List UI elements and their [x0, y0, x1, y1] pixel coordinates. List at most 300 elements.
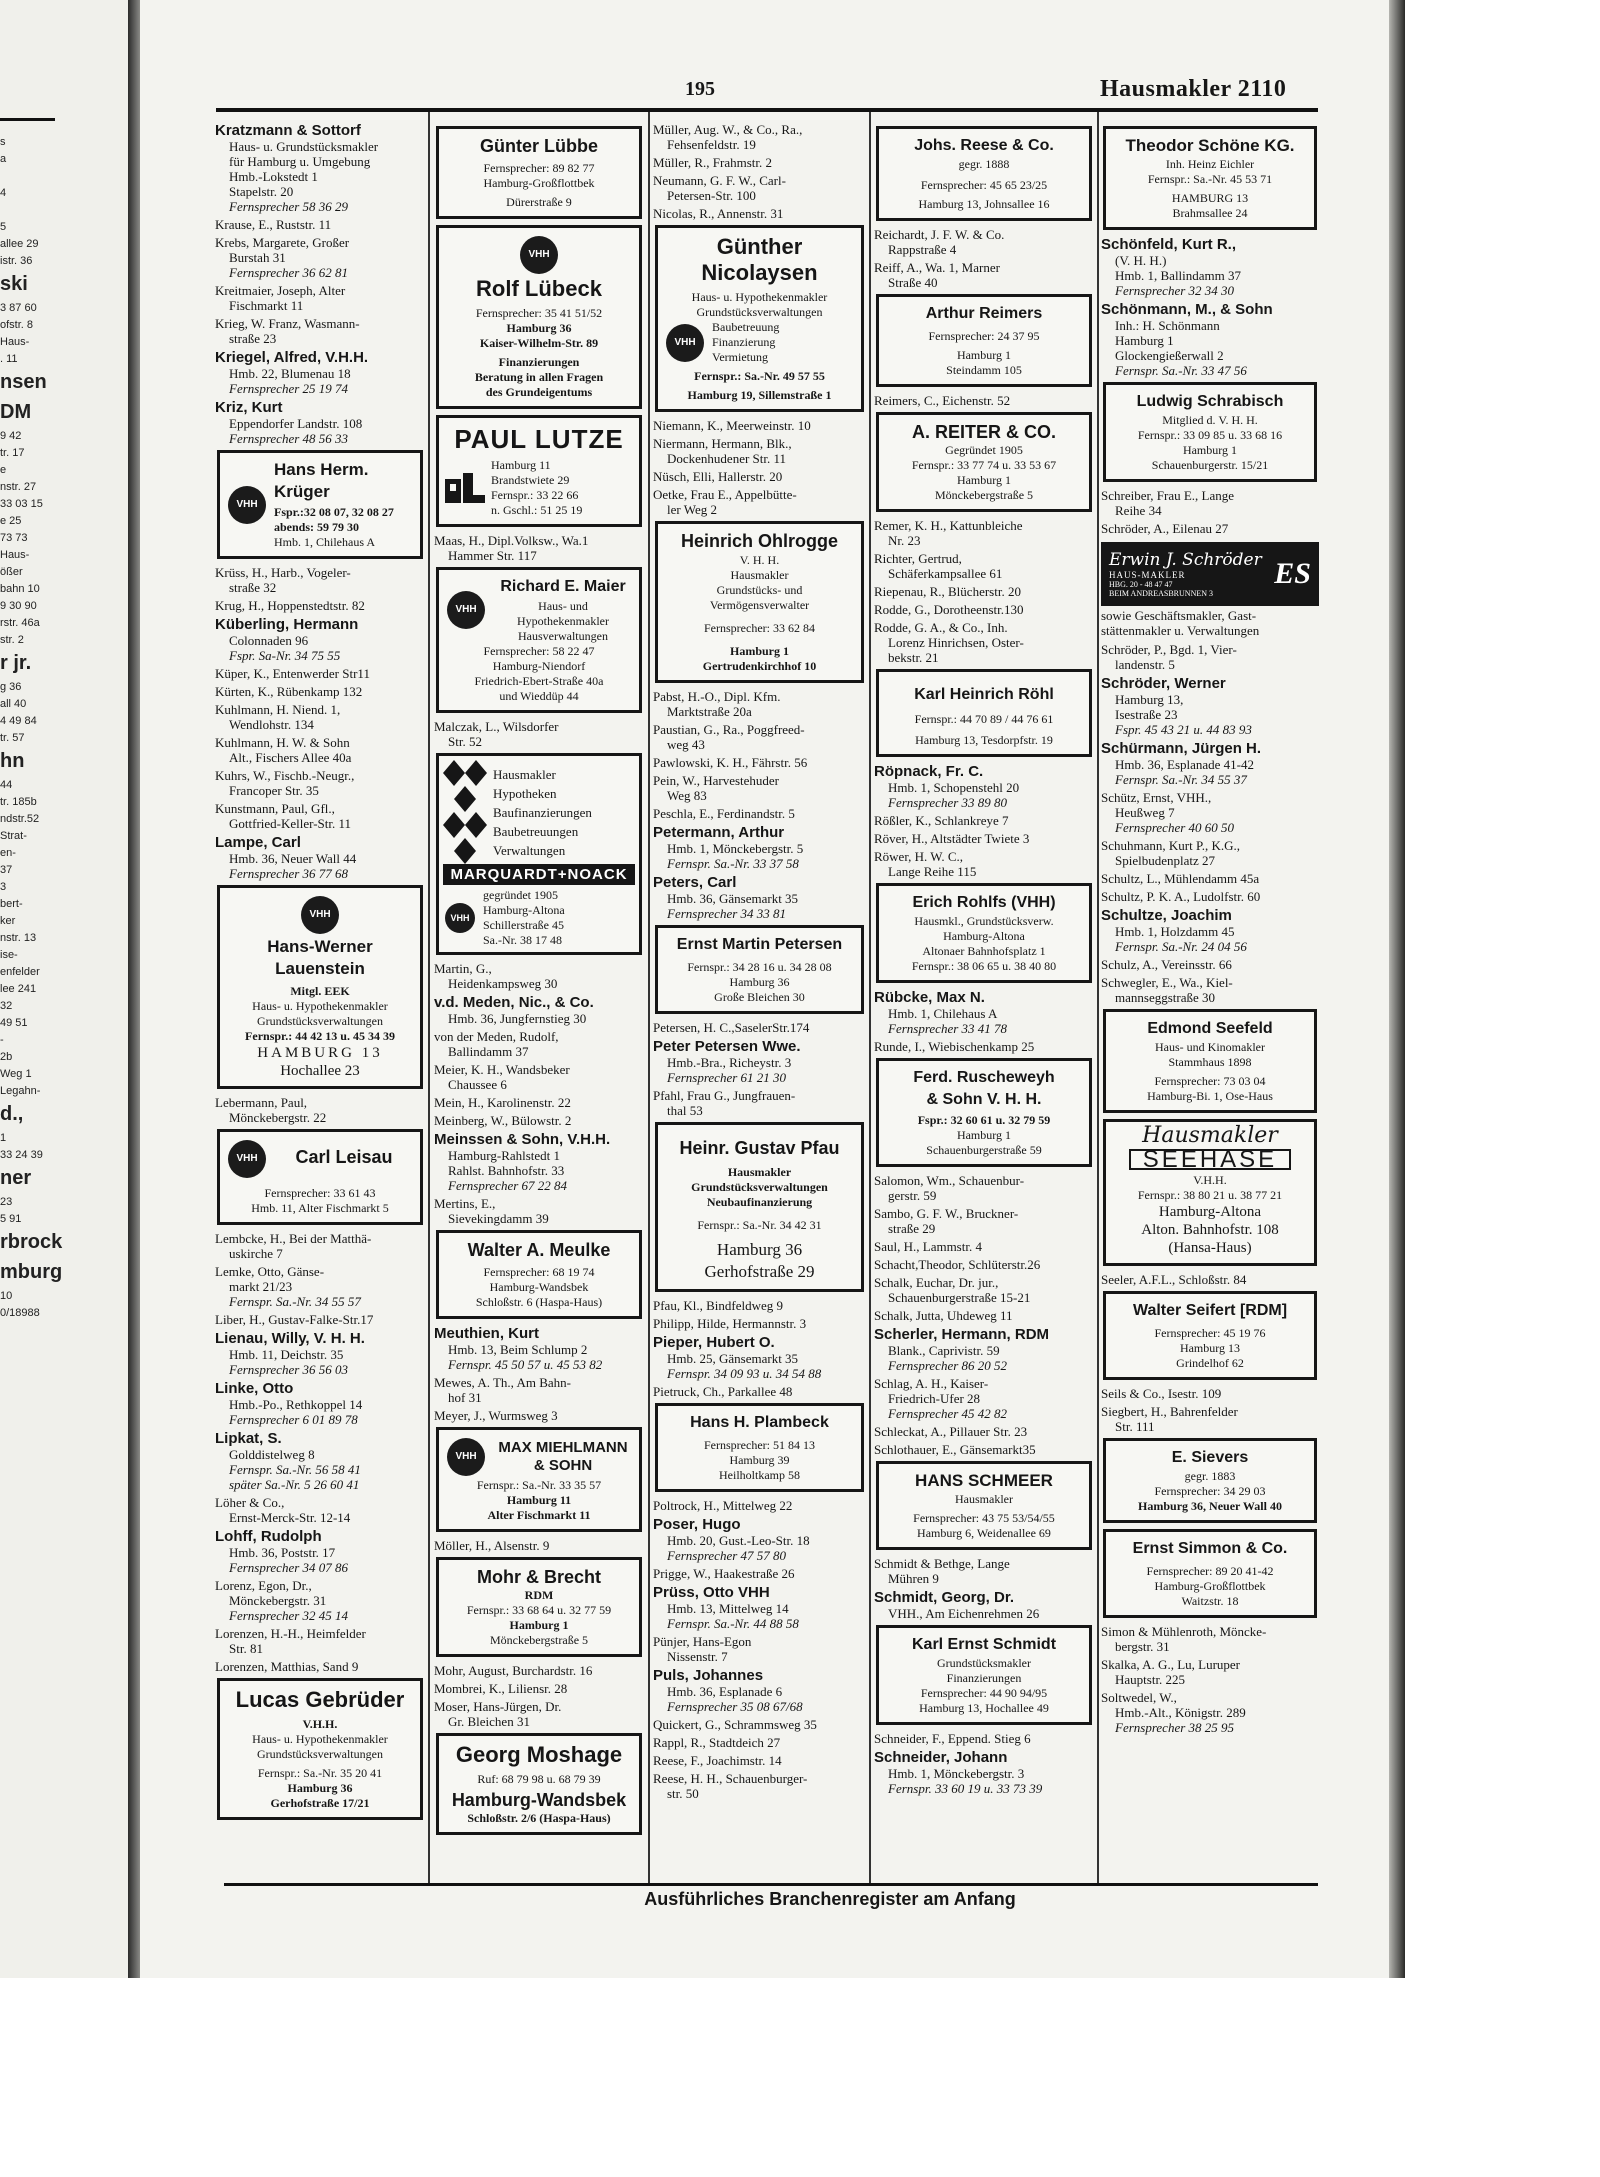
- entry-line: Hmb. 25, Gänsemarkt 35: [667, 1351, 799, 1366]
- entry-line: Marktstraße 20a: [667, 704, 752, 719]
- directory-entry: [653, 469, 866, 484]
- ad-name: Johs. Reese & Co.: [914, 137, 1054, 154]
- entry-name: Lienau, Willy, V. H. H.: [215, 1330, 365, 1347]
- entry-line: Pabst, H.-O., Dipl. Kfm.: [653, 689, 781, 704]
- entry-list: [1101, 1624, 1319, 1735]
- entry-name: Lipkat, S.: [215, 1430, 282, 1447]
- directory-entry: [1101, 1386, 1319, 1401]
- ad-signature: Erwin J. Schröder: [1109, 550, 1262, 570]
- vhh-emblem-icon: VHH: [228, 486, 266, 524]
- entry-line: Mertins, E.,: [434, 1196, 496, 1211]
- ad-street: Brandstwiete 29: [491, 473, 570, 487]
- entry-line: Fernsprecher 36 62 81: [229, 265, 349, 280]
- directory-entry: [434, 994, 644, 1026]
- entry-name: Prüss, Otto VHH: [653, 1584, 770, 1601]
- entry-line: Philipp, Hilde, Hermannstr. 3: [653, 1316, 807, 1331]
- ad-phone: Sa.-Nr. 38 17 48: [483, 933, 562, 947]
- entry-line: Reese, F., Joachimstr. 14: [653, 1753, 782, 1768]
- ad-phone: Fernsprecher: 45 19 76: [1154, 1326, 1266, 1340]
- entry-line: Reihe 34: [1115, 503, 1162, 518]
- entry-line: Gottfried-Keller-Str. 11: [229, 816, 352, 831]
- directory-entry: [434, 1408, 644, 1423]
- ad-city: Hamburg 1: [956, 348, 1012, 362]
- entry-name: Kriz, Kurt: [215, 399, 283, 416]
- entry-line: Mein, H., Karolinenstr. 22: [434, 1095, 571, 1110]
- previous-page-fragment: 73 73: [0, 532, 28, 544]
- ad-city: HAMBURG 13: [1171, 191, 1249, 205]
- directory-entry: [874, 602, 1094, 617]
- column-divider: [869, 112, 871, 1883]
- entry-line: Inh.: H. Schönmann: [1115, 318, 1220, 333]
- entry-list: [1101, 236, 1319, 378]
- entry-line: Schuhmann, Kurt P., K.G.,: [1101, 838, 1241, 853]
- directory-entry: [215, 1380, 425, 1427]
- entry-line: später Sa.-Nr. 5 26 60 41: [229, 1477, 360, 1492]
- previous-page-fragment: tr. 17: [0, 447, 25, 459]
- ad-name: Hans H. Plambeck: [690, 1414, 829, 1431]
- entry-list: [215, 1095, 425, 1125]
- entry-line: Wendlohstr. 134: [229, 717, 314, 732]
- ad-phone: Fernsprecher: 44 90 94/95: [920, 1686, 1048, 1700]
- entry-line: Mönckebergstr. 31: [229, 1593, 327, 1608]
- ad-street: Brahmsallee 24: [1172, 206, 1248, 220]
- footer-note: Ausführliches Branchenregister am Anfang: [644, 1889, 1016, 1909]
- directory-entry: [215, 666, 425, 681]
- ad-service: Finanzierung: [712, 335, 776, 349]
- directory-entry: [1101, 642, 1319, 672]
- entry-line: Reiff, A., Wa. 1, Marner: [874, 260, 1000, 275]
- entry-line: Hmb.-Alt., Königstr. 289: [1115, 1705, 1246, 1720]
- previous-page-fragment: 4 49 84: [0, 715, 37, 727]
- previous-page-fragment: s: [0, 136, 6, 148]
- ad-phone: Fernspr.: 38 06 65 u. 38 40 80: [911, 959, 1057, 973]
- previous-page-fragment: mburg: [0, 1261, 63, 1283]
- entry-line: Fernspr. 34 09 93 u. 34 54 88: [667, 1366, 822, 1381]
- entry-name: Pieper, Hubert O.: [653, 1334, 775, 1351]
- directory-entry: [1101, 907, 1319, 954]
- directory-entry: [653, 755, 866, 770]
- ad-name-2: & SOHN: [533, 1457, 593, 1474]
- ad-line: Haus- und: [538, 599, 588, 613]
- entry-line: Str. 52: [448, 734, 482, 749]
- ad-sub: Mitglied d. V. H. H.: [1162, 413, 1258, 427]
- entry-line: gerstr. 59: [888, 1188, 937, 1203]
- entry-line: Neumann, G. F. W., Carl-: [653, 173, 786, 188]
- ad-schmeer: [876, 1461, 1092, 1550]
- entry-line: Fernspr. Sa.-Nr. 56 58 41: [229, 1462, 361, 1477]
- directory-entry: [874, 813, 1094, 828]
- entry-line: bergstr. 31: [1115, 1639, 1170, 1654]
- directory-entry: [653, 1316, 866, 1331]
- directory-entry: [1101, 1690, 1319, 1735]
- directory-entry: [215, 316, 425, 346]
- entry-line: Hmb.-Lokstedt 1: [229, 169, 318, 184]
- ad-name: Mohr & Brecht: [476, 1567, 601, 1587]
- ad-address: Hamburg 19, Sillemstraße 1: [687, 388, 832, 402]
- entry-line: Niemann, K., Meerweinstr. 10: [653, 418, 811, 433]
- entry-list: [653, 418, 866, 517]
- entry-line: Rappl, R., Stadtdeich 27: [653, 1735, 781, 1750]
- previous-page-fragment: d.,: [0, 1103, 24, 1125]
- entry-line: Malczak, L., Wilsdorfer: [434, 719, 559, 734]
- entry-line: Fernsprecher 45 42 82: [888, 1406, 1008, 1421]
- ad-address: Hmb. 1, Chilehaus A: [274, 535, 375, 549]
- entry-list: [874, 989, 1094, 1054]
- entry-list: [653, 1020, 866, 1118]
- ad-name: A. REITER & CO.: [911, 422, 1056, 442]
- entry-line: Hmb. 22, Blumenau 18: [229, 366, 351, 381]
- directory-entry: [653, 1667, 866, 1714]
- vhh-emblem-icon: VHH: [445, 903, 475, 933]
- entry-name: Kratzmann & Sottorf: [215, 122, 361, 139]
- entry-line: Lorenzen, H.-H., Heimfelder: [215, 1626, 366, 1641]
- entry-line: Golddistelweg 8: [229, 1447, 315, 1462]
- directory-entry: [215, 1626, 425, 1656]
- ad-street: Altonaer Bahnhofsplatz 1: [922, 944, 1046, 958]
- ad-pfau: [655, 1122, 864, 1292]
- entry-line: Fernspr. Sa.-Nr. 34 55 37: [1115, 772, 1247, 787]
- entry-line: Fernsprecher 34 07 86: [229, 1560, 349, 1575]
- ad-phone: Fernsprecher: 89 82 77: [483, 161, 595, 175]
- directory-entry: [874, 1308, 1094, 1323]
- directory-entry: [215, 1495, 425, 1525]
- entry-line: Francoper Str. 35: [229, 783, 319, 798]
- entry-name: Meinssen & Sohn, V.H.H.: [434, 1131, 611, 1148]
- entry-line: Ballindamm 37: [448, 1044, 529, 1059]
- directory-entry: [653, 1038, 866, 1085]
- entry-line: Schlag, A. H., Kaiser-: [874, 1376, 989, 1391]
- directory-entry: [874, 227, 1094, 257]
- entry-line: Kunstmann, Paul, Gfl.,: [215, 801, 335, 816]
- directory-entry: [1101, 675, 1319, 737]
- ad-lucas: [217, 1678, 423, 1820]
- ad-address: Hamburg 13, Johnsallee 16: [918, 197, 1050, 211]
- entry-list: [1101, 488, 1319, 536]
- entry-line: Weg 83: [667, 788, 707, 803]
- column-3: [653, 122, 866, 1804]
- entry-line: Krieg, W. Franz, Wasmann-: [215, 316, 360, 331]
- entry-line: Hmb. 20, Gust.-Leo-Str. 18: [667, 1533, 810, 1548]
- directory-entry: [653, 1717, 866, 1732]
- directory-entry: [1101, 1404, 1319, 1434]
- ad-city: Hamburg-Altona: [483, 903, 565, 917]
- previous-page-fragment: 33 24 39: [0, 1149, 43, 1161]
- ad-city: Hamburg-Wandsbek: [489, 1280, 589, 1294]
- entry-line: Reimers, C., Eichenstr. 52: [874, 393, 1011, 408]
- ad-mohr-brecht: [436, 1557, 642, 1657]
- ad-name: Edmond Seefeld: [1147, 1020, 1273, 1037]
- directory-entry: [215, 122, 425, 214]
- ad-city: Hamburg-Großflottbek: [1154, 1579, 1266, 1593]
- ad-line: Neubaufinanzierung: [706, 1195, 813, 1209]
- entry-name: Schönmann, M., & Sohn: [1101, 301, 1273, 318]
- entry-line: Riepenau, R., Blücherstr. 20: [874, 584, 1021, 599]
- ad-phone: Fernspr.: 33 68 64 u. 32 77 59: [466, 1603, 612, 1617]
- entry-name: Schneider, Johann: [874, 1749, 1008, 1766]
- entry-line: Kreitmaier, Joseph, Alter: [215, 283, 346, 298]
- previous-page-fragment: ner: [0, 1167, 32, 1189]
- previous-page-fragment: a: [0, 153, 7, 165]
- ad-line: Grundstücksverwaltungen: [257, 1014, 383, 1028]
- ad-miehlmann: [436, 1427, 642, 1532]
- entry-line: (V. H. H.): [1115, 253, 1167, 268]
- column-2: [434, 122, 644, 1841]
- ad-evening-phone: abends: 59 79 30: [274, 520, 360, 534]
- entry-line: Mönckebergstr. 22: [229, 1110, 327, 1125]
- entry-line: Schreiber, Frau E., Lange: [1101, 488, 1235, 503]
- ad-reimers: [876, 294, 1092, 387]
- entry-line: Kuhlmann, H. Niend. 1,: [215, 702, 341, 717]
- entry-line: Prigge, W., Haakestraße 26: [653, 1566, 795, 1581]
- ad-name: Theodor Schöne KG.: [1125, 136, 1295, 155]
- entry-list: [874, 1731, 1094, 1796]
- entry-line: Hamburg-Rahlstedt 1: [448, 1148, 561, 1163]
- entry-name: Kriegel, Alfred, V.H.H.: [215, 349, 369, 366]
- entry-line: Krüss, H., Harb., Vogeler-: [215, 565, 351, 580]
- ad-name: Günther Nicolaysen: [701, 234, 818, 285]
- entry-line: uskirche 7: [229, 1246, 283, 1261]
- directory-entry: [1101, 301, 1319, 378]
- entry-list: [874, 518, 1094, 665]
- ad-schrabisch: [1103, 382, 1317, 482]
- ad-street: Alton. Bahnhofstr. 108: [1141, 1222, 1279, 1238]
- entry-line: Ernst-Merck-Str. 12-14: [229, 1510, 351, 1525]
- directory-entry: [215, 702, 425, 732]
- ad-city: Hamburg 39: [729, 1453, 790, 1467]
- directory-entry: [434, 1196, 644, 1226]
- ad-street: Große Bleichen 30: [714, 990, 805, 1004]
- entry-line: für Hamburg u. Umgebung: [229, 154, 371, 169]
- entry-line: Schulz, A., Vereinsstr. 66: [1101, 957, 1232, 972]
- directory-entry: [1101, 1272, 1319, 1287]
- vhh-emblem-icon: VHH: [447, 1438, 485, 1476]
- entry-line: Saul, H., Lammstr. 4: [874, 1239, 982, 1254]
- ad-street: Hochallee 23: [280, 1063, 360, 1079]
- previous-page-fragment: Haus-: [0, 336, 30, 348]
- previous-page-fragment: en-: [0, 847, 16, 859]
- ad-name: Ernst Martin Petersen: [676, 936, 843, 953]
- ad-street: Friedrich-Ebert-Straße 40a: [474, 674, 604, 688]
- entry-line: Löher & Co.,: [215, 1495, 285, 1510]
- entry-line: Liber, H., Gustav-Falke-Str.17: [215, 1312, 374, 1327]
- ad-phone: Fernsprecher: 33 62 84: [704, 621, 815, 635]
- ad-simmon: [1103, 1529, 1317, 1618]
- directory-entry: [874, 1239, 1094, 1254]
- ad-line: Hausmakler: [727, 1165, 792, 1179]
- ad-founded: Gegründet 1905: [945, 443, 1023, 457]
- entry-line: Fernspr. Sa.-Nr. 33 37 58: [667, 856, 799, 871]
- entry-line: Hmb. 36, Jungfernstieg 30: [448, 1011, 587, 1026]
- ad-city: Hamburg 1: [956, 1128, 1012, 1142]
- ad-member: Mitgl. EEK: [290, 984, 350, 998]
- entry-line: Rößler, K., Schlankreye 7: [874, 813, 1009, 828]
- previous-page-fragment: 32: [0, 1000, 13, 1012]
- entry-line: Salomon, Wm., Schauenbur-: [874, 1173, 1025, 1188]
- entry-line: Heußweg 7: [1115, 805, 1175, 820]
- entry-line: Hamburg 13,: [1115, 692, 1184, 707]
- ad-phone: Fernsprecher: 35 41 51/52: [475, 306, 603, 320]
- directory-entry: [874, 1556, 1094, 1586]
- entry-list: [653, 122, 866, 221]
- directory-entry: [215, 565, 425, 595]
- entry-line: Rappstraße 4: [888, 242, 957, 257]
- directory-entry: [215, 1528, 425, 1575]
- previous-page-fragment: 5: [0, 221, 7, 233]
- ad-name: SEEHASE: [1129, 1149, 1291, 1170]
- entry-name: Lohff, Rudolph: [215, 1528, 322, 1545]
- vhh-emblem-icon: VHH: [666, 324, 704, 362]
- entry-name: Linke, Otto: [215, 1380, 294, 1397]
- ad-line: Hypothekenmakler: [517, 614, 609, 628]
- directory-entry: [215, 1659, 425, 1674]
- ad-street: Gerhofstraße 17/21: [270, 1796, 370, 1810]
- entry-line: Möller, H., Alsenstr. 9: [434, 1538, 550, 1553]
- directory-entry: [874, 1326, 1094, 1373]
- entry-line: Hmb. 1, Chilehaus A: [888, 1006, 998, 1021]
- entry-name: Rübcke, Max N.: [874, 989, 985, 1006]
- entry-line: Sambo, G. F. W., Bruckner-: [874, 1206, 1019, 1221]
- entry-name: Röpnack, Fr. C.: [874, 763, 984, 780]
- previous-page-fragment: ski: [0, 273, 28, 295]
- entry-list: [434, 533, 644, 563]
- entry-list: [434, 1663, 644, 1729]
- page-edge-shadow: [1389, 0, 1405, 1978]
- previous-page-fragment: enfelder: [0, 966, 40, 978]
- ad-street: Gertrudenkirchhof 10: [702, 659, 817, 673]
- directory-entry: [653, 874, 866, 921]
- directory-entry: [215, 1312, 425, 1327]
- ad-phone: Ruf: 68 79 98 u. 68 79 39: [477, 1772, 601, 1786]
- ad-line: Grundstücksmakler: [937, 1656, 1031, 1670]
- ad-sub: V.H.H.: [1193, 1173, 1227, 1187]
- entry-line: Moser, Hans-Jürgen, Dr.: [434, 1699, 562, 1714]
- directory-entry: [434, 1062, 644, 1092]
- entry-list: [874, 1556, 1094, 1621]
- es-monogram-icon: ES: [1274, 557, 1311, 590]
- directory-entry: [215, 684, 425, 699]
- directory-entry: [653, 1498, 866, 1513]
- entry-name: Scherler, Hermann, RDM: [874, 1326, 1050, 1343]
- entry-line: Hmb. 11, Deichstr. 35: [229, 1347, 344, 1362]
- previous-page-fragment: 33 03 15: [0, 498, 43, 510]
- directory-entry: [874, 1424, 1094, 1439]
- ad-phone: Fernspr.: 38 80 21 u. 38 77 21: [1137, 1188, 1283, 1202]
- entry-line: Mewes, A. Th., Am Bahn-: [434, 1375, 571, 1390]
- ad-phone: Fernsprecher: 73 03 04: [1154, 1074, 1266, 1088]
- entry-line: Fernsprecher 86 20 52: [888, 1358, 1008, 1373]
- entry-line: Stapelstr. 20: [229, 184, 294, 199]
- previous-page-fragment: nstr. 27: [0, 481, 37, 493]
- entry-line: Seeler, A.F.L., Schloßstr. 84: [1101, 1272, 1247, 1287]
- entry-line: Fernsprecher 36 56 03: [229, 1362, 349, 1377]
- ad-name: Hans Herm. Krüger: [274, 460, 369, 501]
- directory-entry: [1101, 871, 1319, 886]
- directory-entry: [653, 1088, 866, 1118]
- entry-line: Rodde, G. A., & Co., Inh.: [874, 620, 1008, 635]
- entry-line: Heidenkampsweg 30: [448, 976, 558, 991]
- ad-name: PAUL LUTZE: [454, 424, 624, 454]
- entry-line: Schleckat, A., Pillauer Str. 23: [874, 1424, 1028, 1439]
- ad-phone: Fernspr.: Sa.-Nr. 49 57 55: [694, 369, 825, 383]
- entry-name: Küberling, Hermann: [215, 616, 359, 633]
- ad-script-logo: Hausmakler: [1142, 1123, 1278, 1148]
- column-4: [874, 122, 1094, 1799]
- ad-city: Hamburg 13: [1179, 1341, 1241, 1355]
- entry-list: [874, 763, 1094, 879]
- entry-list: [434, 719, 644, 749]
- entry-line: Kuhrs, W., Fischb.-Neugr.,: [215, 768, 355, 783]
- directory-entry: [215, 735, 425, 765]
- ad-roehl: [876, 669, 1092, 757]
- previous-page-fragment: tr. 57: [0, 732, 25, 744]
- directory-entry: [653, 418, 866, 433]
- entry-line: Reichardt, J. F. W. & Co.: [874, 227, 1005, 242]
- directory-entry: [874, 260, 1094, 290]
- ad-line: Stammhaus 1898: [1168, 1055, 1252, 1069]
- ad-band-line: HBG. 20 - 48 47 47: [1109, 580, 1173, 589]
- entry-line: Hmb. 1, Mönckebergstr. 3: [888, 1766, 1025, 1781]
- ad-city: Hamburg 11: [491, 458, 551, 472]
- entry-name: v.d. Meden, Nic., & Co.: [434, 994, 594, 1011]
- entry-line: Schalk, Euchar, Dr. jur.,: [874, 1275, 999, 1290]
- ad-leisau: [217, 1129, 423, 1225]
- ad-name: HANS SCHMEER: [915, 1471, 1053, 1490]
- directory-entry: [874, 584, 1094, 599]
- entry-line: Fernsprecher 6 01 89 78: [229, 1412, 358, 1427]
- entry-line: Hmb. 36, Esplanade 6: [667, 1684, 783, 1699]
- directory-entry: [874, 1257, 1094, 1272]
- directory-entry: [434, 1663, 644, 1678]
- entry-line: Nr. 23: [888, 533, 921, 548]
- entry-line: Gr. Bleichen 31: [448, 1714, 530, 1729]
- entry-name: Meuthien, Kurt: [434, 1325, 539, 1342]
- entry-line: Schröder, P., Bgd. 1, Vier-: [1101, 642, 1237, 657]
- ad-city: Hamburg 36: [729, 975, 790, 989]
- directory-entry: [653, 1634, 866, 1664]
- ad-phone: Fernsprecher: 89 20 41-42: [1146, 1564, 1274, 1578]
- directory-entry: [653, 1334, 866, 1381]
- ad-phone: Fernsprecher: 43 75 53/54/55: [913, 1511, 1055, 1525]
- ad-schmidt: [876, 1625, 1092, 1725]
- ad-service: Verwaltungen: [493, 842, 566, 858]
- ad-band-line: BEIM ANDREASBRUNNEN 3: [1109, 589, 1214, 598]
- entry-list: [874, 1173, 1094, 1457]
- ad-phone: Fernspr.: 33 22 66: [491, 488, 579, 502]
- ad-name: MARQUARDT+NOACK: [443, 864, 635, 885]
- ad-line: Hausverwaltungen: [518, 629, 608, 643]
- ad-city: Hamburg-Niendorf: [492, 659, 586, 673]
- entry-name: Poser, Hugo: [653, 1516, 741, 1533]
- entry-line: Hmb. 1, Holzdamm 45: [1115, 924, 1235, 939]
- entry-line: Fernsprecher 25 19 74: [229, 381, 349, 396]
- entry-line: Nüsch, Elli, Hallerstr. 20: [653, 469, 783, 484]
- entry-line: Blank., Caprivistr. 59: [888, 1343, 1000, 1358]
- directory-entry: [215, 283, 425, 313]
- ad-line: Haus- u. Hypothekenmakler: [691, 290, 828, 304]
- entry-list: [215, 122, 425, 446]
- ad-address: Hamburg 13, Tesdorpfstr. 19: [915, 733, 1053, 747]
- entry-line: Schacht,Theodor, Schlüterstr.26: [874, 1257, 1041, 1272]
- vhh-emblem-icon: VHH: [520, 236, 558, 274]
- ad-seifert: [1103, 1291, 1317, 1380]
- entry-line: hof 31: [448, 1390, 482, 1405]
- entry-line: Fernspr. Sa.-Nr. 33 47 56: [1115, 363, 1247, 378]
- entry-list: [434, 1538, 644, 1553]
- entry-line: Seils & Co., Isestr. 109: [1101, 1386, 1222, 1401]
- directory-entry: [874, 1039, 1094, 1054]
- column-divider: [1097, 112, 1099, 1883]
- ad-line: Beratung in allen Fragen: [474, 370, 604, 384]
